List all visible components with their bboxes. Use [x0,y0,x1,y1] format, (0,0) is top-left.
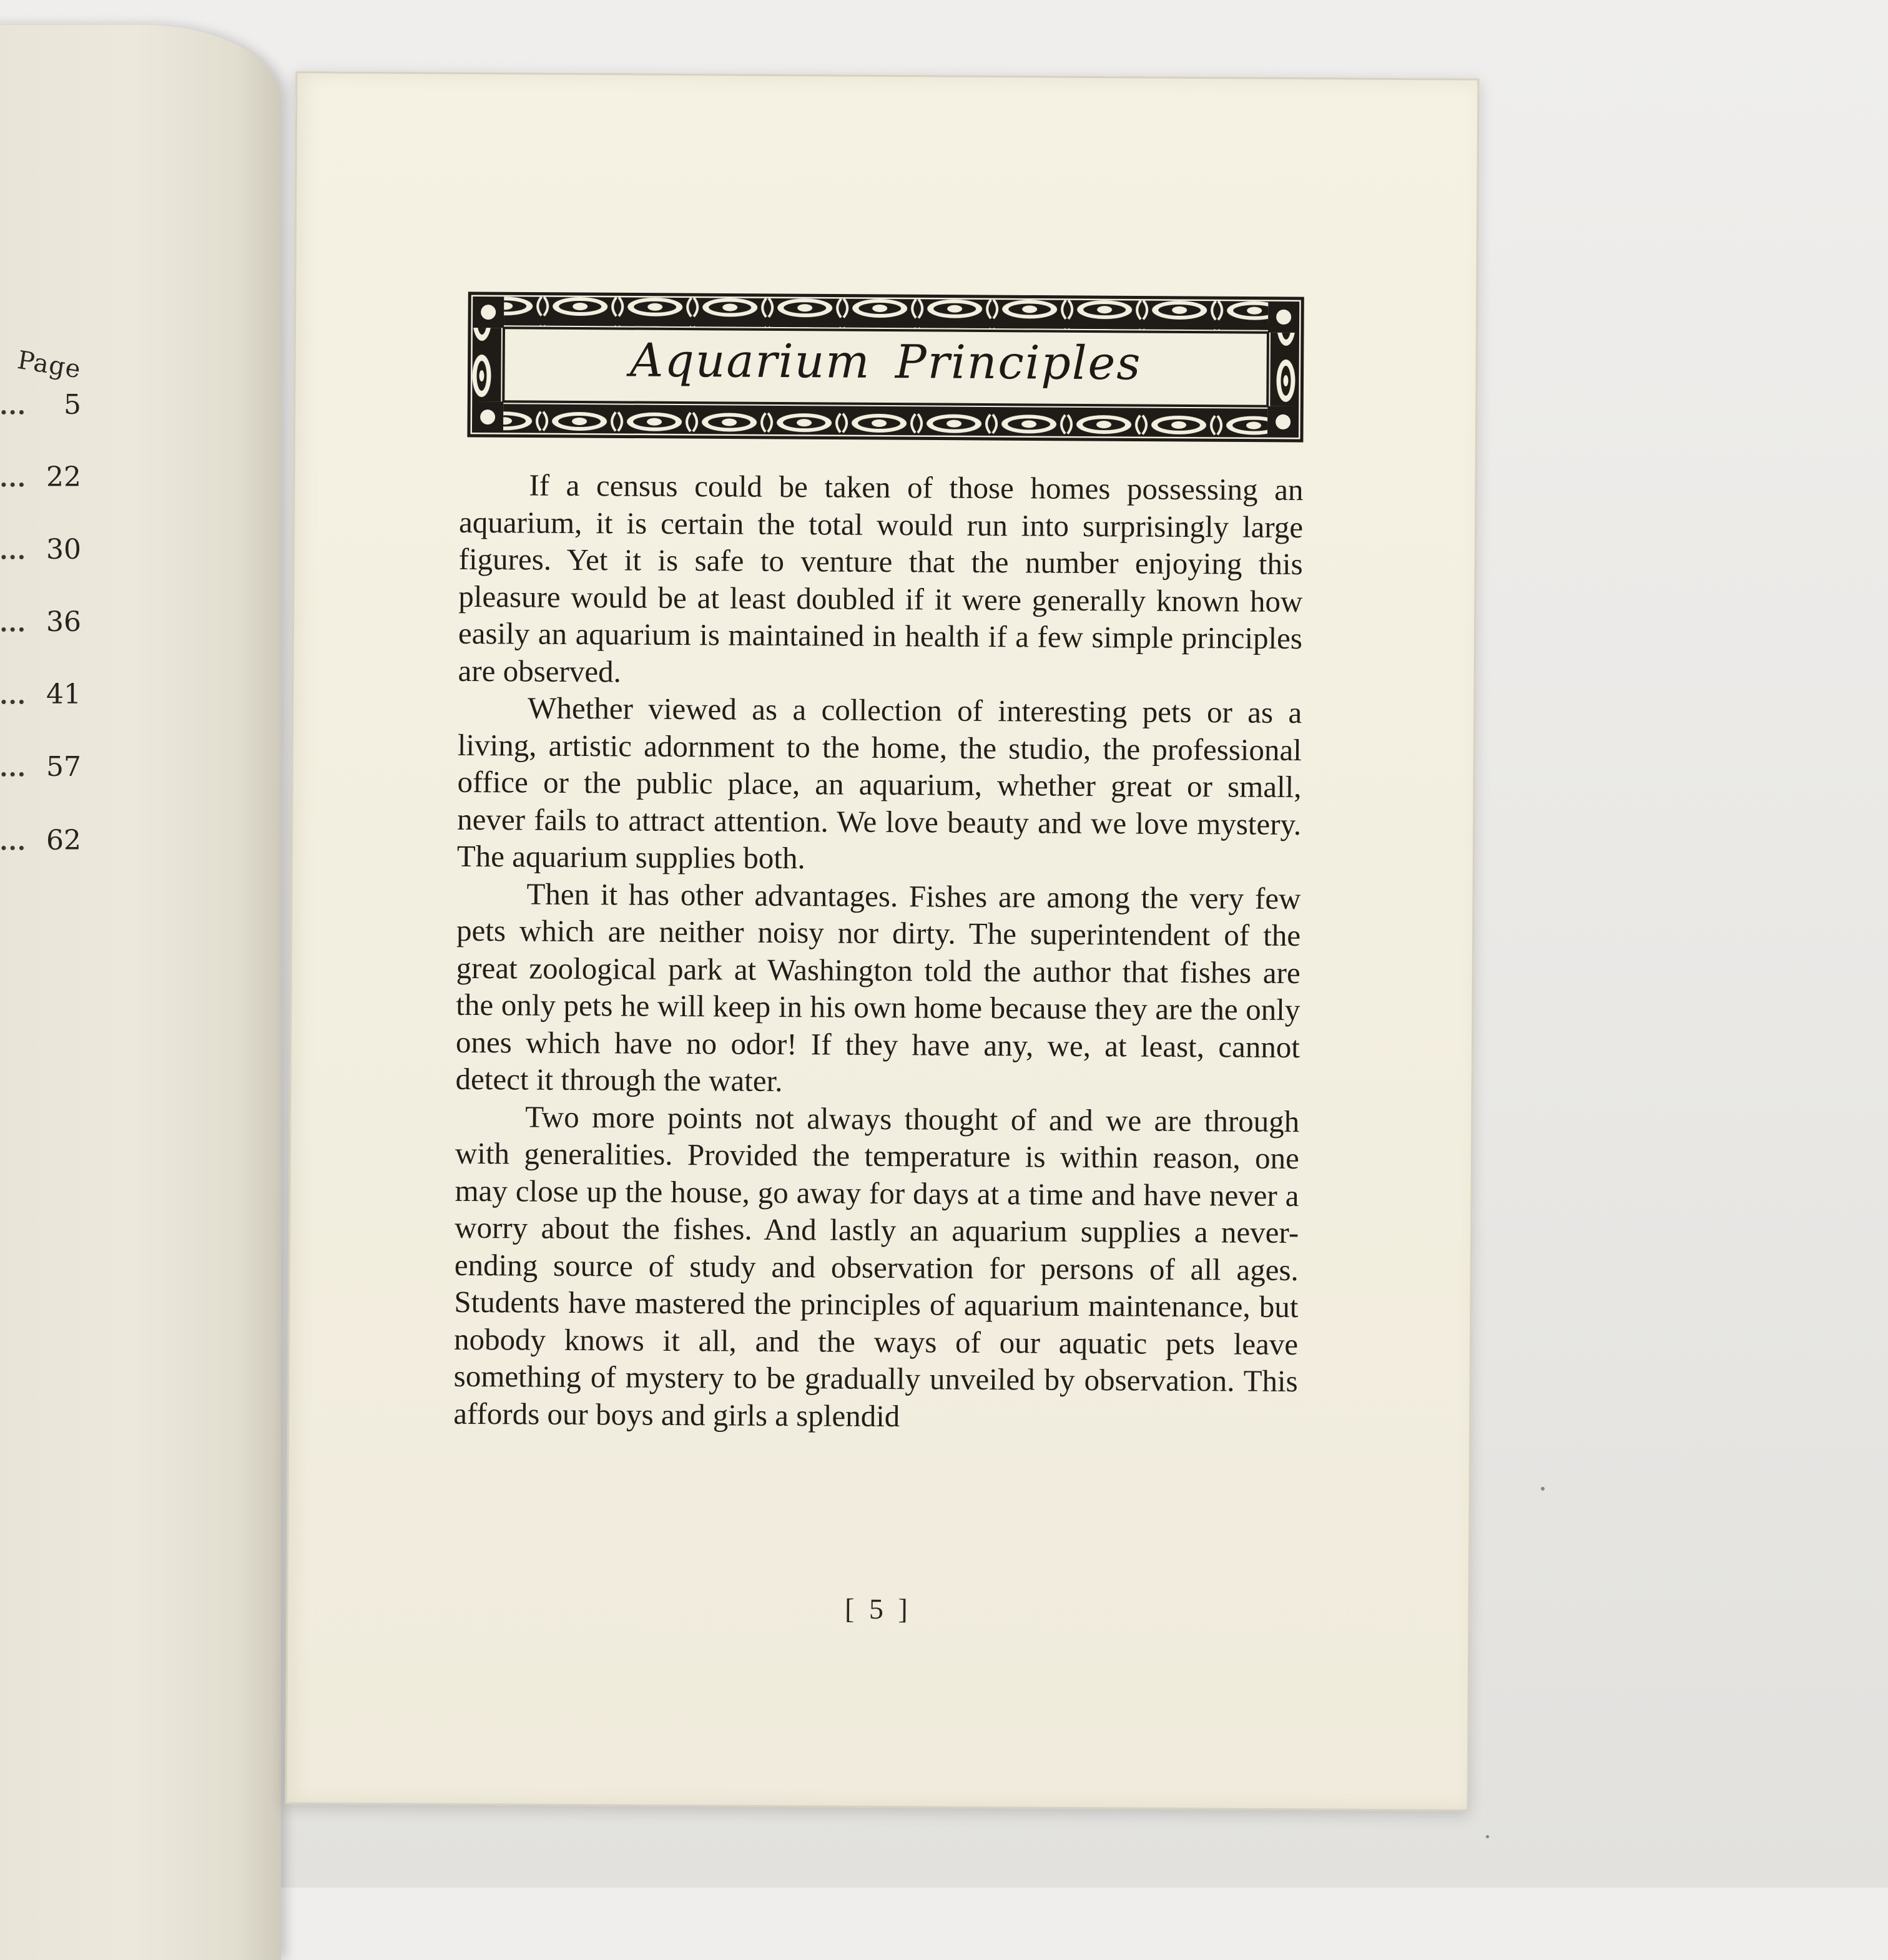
left-page-toc [0,25,281,1960]
right-page [285,71,1480,1811]
toc-leader-dots [0,700,24,704]
dust-speck [1486,1835,1489,1838]
toc-leader-dots [0,772,24,777]
toc-leader-dots [0,627,24,632]
toc-page-number: 22 [46,461,81,493]
toc-page-number: 41 [46,679,81,710]
toc-entry [0,386,81,421]
paragraph: Two more points not always thought of and we are through with generalities. Provided the temperature is within reason, one may close up the house, go away for days at a time and have never a worry about the fishes. And lastly an aquarium supplies a never-ending source of study and observation for persons of all ages. Students have mastered the principles of aquarium maintenance, but nobody knows it all, and the ways of our aquatic pets leave something of mystery to be gradually unveiled by observation. This affords our boys and girls a splendid [453,1099,1300,1433]
toc-page-number: 62 [46,825,81,856]
toc-leader-dots [0,846,24,850]
page-number-folio: [ 5 ] [844,1592,912,1625]
paragraph: If a census could be taken of those homes possessing an aquarium, it is certain the total would run into surprisingly large figures. Yet it is safe to venture that the number enjoying this pleasure would be at least doubled if it were generally known how easily an aquarium is maintained in health if a few simple principles are observed. [458,468,1304,688]
page-title: Aquarium Principles [629,333,1142,391]
paragraph: Then it has other advantages. Fishes are among the very few pets which are neither noisy nor dirty. The superintendent of the great zoological park at Washington told the author that fishes are the only pets he will keep in his own home because they are the only ones which have no odor! If they have any, we, at least, cannot detect it through the water. [455,876,1301,1099]
dust-speck [1541,1487,1545,1491]
toc-entry [0,748,81,783]
body-text [453,466,1303,1437]
toc-page-label: Page [15,346,83,385]
toc-leader-dots [0,555,24,559]
toc-entry [0,821,81,856]
toc-page-number: 36 [46,606,81,638]
toc-page-number: 57 [46,751,81,783]
toc-page-number: 5 [64,389,81,421]
toc-leader-dots [0,410,24,414]
toc-entry [0,675,81,710]
toc-page-number: 30 [46,534,81,566]
toc-entry [0,603,81,638]
toc-entry [0,531,81,566]
toc-leader-dots [0,483,24,487]
toc-entry [0,458,81,493]
paragraph: Whether viewed as a collection of interesting pets or as a living, artistic adornment to the home, the studio, the professional office or the public place, an aquarium, whether great or small, never fails to attract attention. We love beauty and we love mystery. The aquarium supplies both. [456,690,1302,876]
ornamental-title-frame [467,292,1304,443]
